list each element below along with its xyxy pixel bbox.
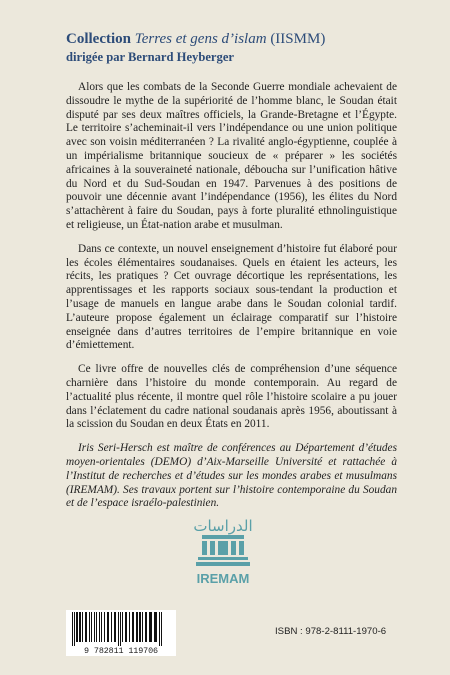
barcode-bar	[120, 612, 121, 646]
barcode-bar	[74, 612, 75, 646]
blurb-paragraph-2: Dans ce contexte, un nouvel enseignement d’histoire fut élaboré pour les écoles élémentaires soudanaises. Quels en étaient les acteurs, les récits, les pratiques ? Cet ouvrage décortique les représentations, les apprentissages et les rapports sociaux sous-tendant la production et l’usage de manuels en langue arabe dans le Soudan colonial tardif. L’auteure propose également un éclairage comparatif sur l’histoire enseignée dans d’autres territoires de l’empire britannique en voie d’émiettement.	[66, 242, 397, 352]
barcode-bar	[111, 612, 112, 642]
barcode-bar	[129, 612, 130, 642]
barcode-bar	[136, 612, 138, 642]
barcode	[66, 610, 176, 656]
collection-code: (IISMM)	[270, 31, 326, 47]
collection-title	[66, 30, 396, 49]
barcode-bar	[107, 612, 109, 642]
barcode-digits: 9 782811 119706	[66, 646, 176, 656]
collection-header	[66, 30, 396, 65]
isbn-label: ISBN : 978-2-8111-1970-6	[275, 626, 387, 637]
barcode-bar	[85, 612, 87, 642]
barcode-bar	[99, 612, 100, 642]
barcode-bar	[145, 612, 147, 642]
barcode-bar	[132, 612, 134, 642]
barcode-bar	[161, 612, 162, 646]
barcode-bar	[156, 612, 157, 642]
barcode-bar	[151, 612, 152, 642]
barcode-bar	[159, 612, 160, 646]
barcode-bar	[82, 612, 83, 642]
logo-arabic-text: الدراسات	[193, 517, 253, 535]
barcode-bars	[66, 610, 176, 646]
collection-name: Terres et gens d’islam	[134, 31, 267, 47]
barcode-bar	[122, 612, 123, 642]
barcode-bar	[125, 612, 127, 642]
logo-label: IREMAM	[196, 571, 250, 586]
barcode-bar	[139, 612, 141, 642]
barcode-bar	[142, 612, 143, 642]
barcode-bar	[118, 612, 119, 646]
barcode-bar	[91, 612, 92, 642]
blurb-paragraph-1: Alors que les combats de la Seconde Guerre mondiale achevaient de dissoudre le mythe de la supériorité de l’homme blanc, le Soudan était disputé par ses deux maîtres officiels, la Grande-Bretagne et l’Égypte. Le territoire s’acheminait-il vers l’indépendance ou une union politique avec son voisin méditerranéen ? La rivalité anglo-égyptienne, couplée à un impérialisme britannique soucieux de « préparer » les sociétés africaines à la souveraineté nationale, déboucha sur l’unification hâtive du Nord et du Sud-Soudan en 1947. Parvenues à des positions de pouvoir une décennie avant l’indépendance (1956), les élites du Nord s’attachèrent à faire du Soudan, pays à forte pluralité ethnolinguistique et religieuse, un État-nation arabe et musulman.	[66, 81, 397, 231]
barcode-bar	[96, 612, 97, 642]
barcode-bar	[149, 612, 151, 642]
barcode-bar	[114, 612, 116, 642]
barcode-bar	[104, 612, 105, 642]
collection-director: dirigée par Bernard Heyberger	[66, 50, 234, 64]
barcode-bar	[72, 612, 73, 646]
blurb-paragraph-3: Ce livre offre de nouvelles clés de compréhension d’une séquence charnière dans l’histoire du monde contemporain. Au regard de l’actualité plus récente, il montre quel rôle l’histoire scolaire a pu jouer dans l’éclatement du cadre national soudanais après 1956, aboutissant à la scission du Soudan en deux États en 2011.	[66, 363, 397, 431]
iremam-logo	[188, 513, 258, 587]
barcode-bar	[94, 612, 95, 642]
barcode-bar	[101, 612, 102, 642]
blurb	[66, 81, 397, 521]
barcode-bar	[79, 612, 81, 642]
collection-word: Collection	[66, 31, 131, 47]
iremam-logo-icon	[188, 513, 258, 587]
barcode-bar	[154, 612, 156, 642]
author-bio: Iris Seri-Hersch est maître de conférences au Département d’études moyen-orientales (DEMO) d’Aix-Marseille Université et rattachée à l’Institut de recherches et d’études sur les mondes arabes et musulmans (IREMAM). Ses travaux portent sur l’histoire contemporaine du Soudan et de l’espace israélo-palestinien.	[66, 442, 397, 510]
barcode-bar	[89, 612, 90, 642]
barcode-bar	[76, 612, 78, 642]
